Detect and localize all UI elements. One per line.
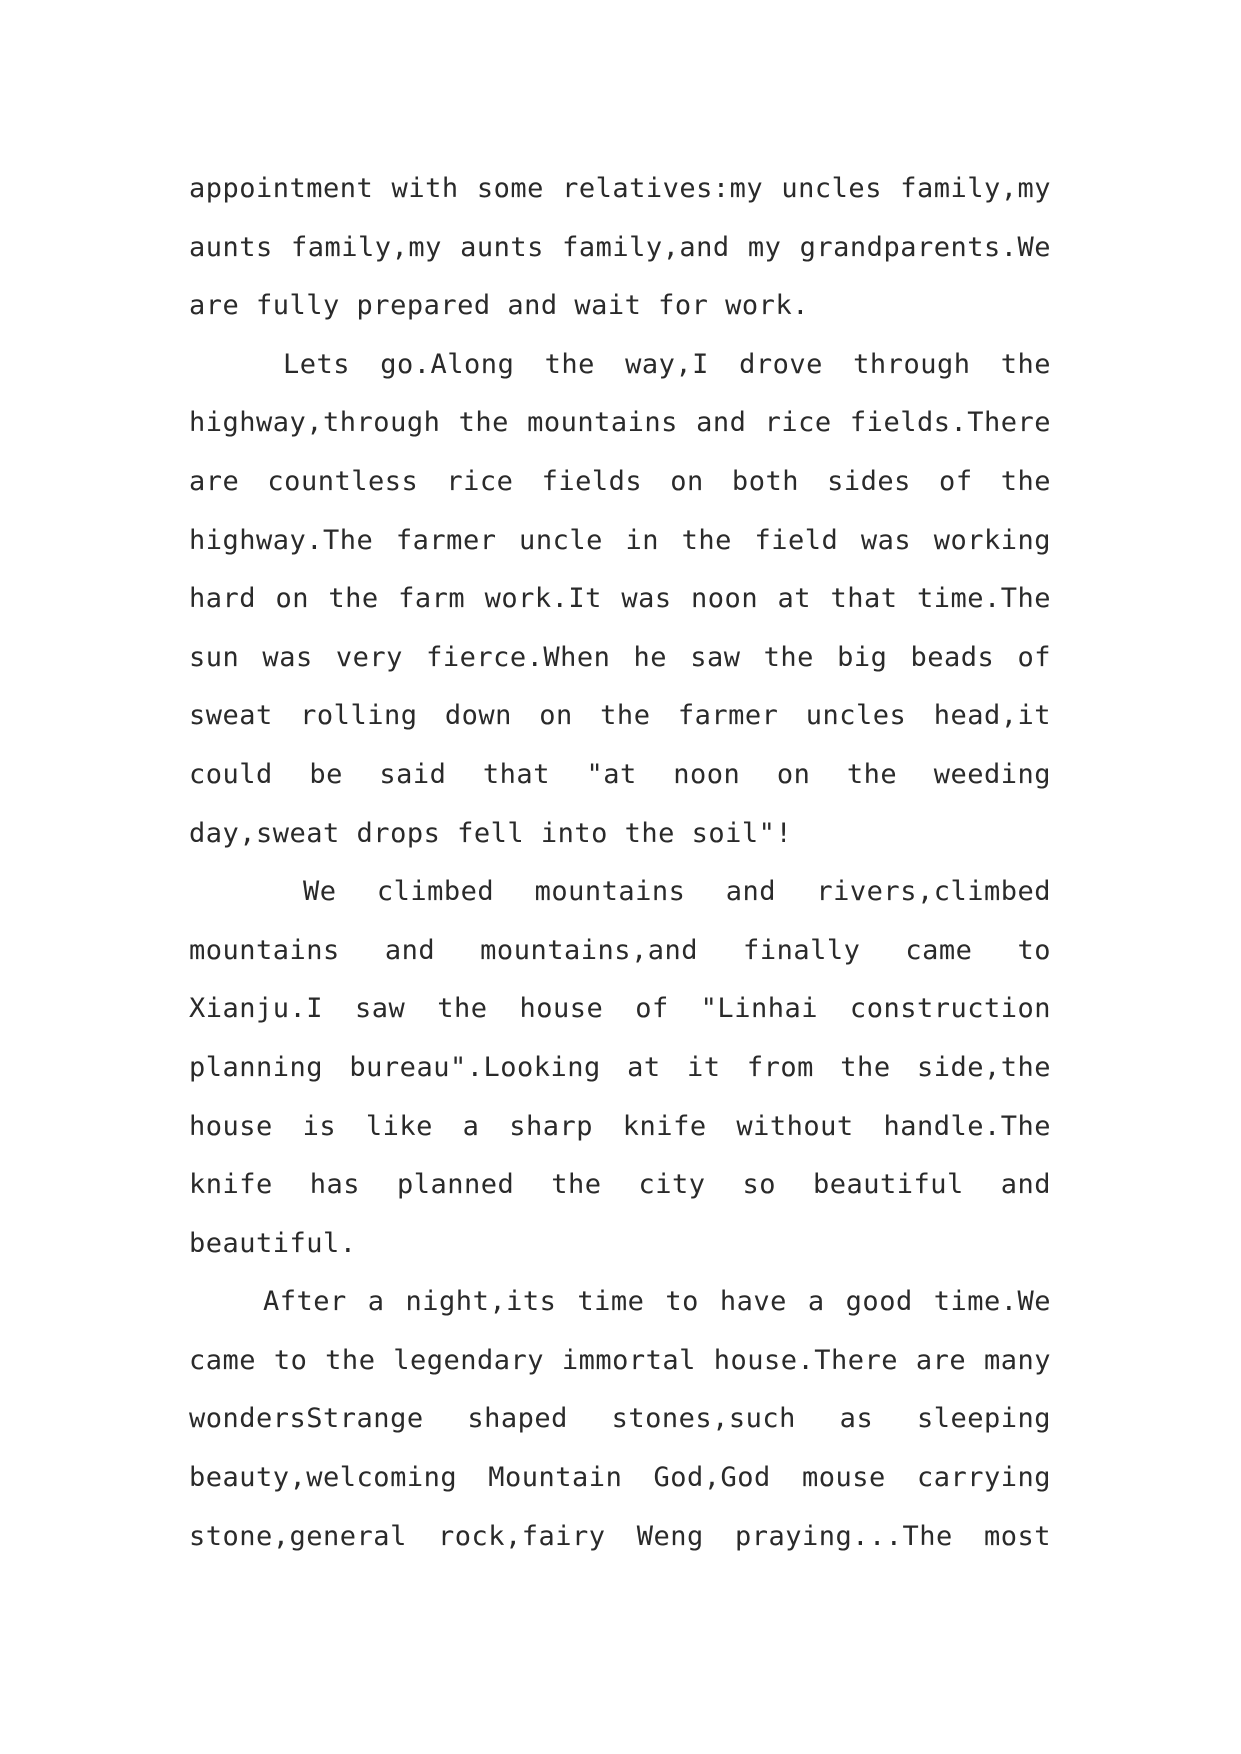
text-line: day,sweat drops fell into the soil"!	[189, 817, 793, 849]
text-line: wondersStrange shaped stones,such as sleeping	[189, 1403, 1051, 1435]
text-line: are countless rice fields on both sides of the	[189, 465, 1051, 497]
text-line: house is like a sharp knife without handle.The	[189, 1110, 1051, 1142]
text-line: aunts family,my aunts family,and my grandparents.We	[189, 231, 1051, 263]
text-line: beauty,welcoming Mountain God,God mouse carrying	[189, 1462, 1051, 1494]
text-line: beautiful.	[189, 1227, 357, 1259]
text-line: could be said that "at noon on the weeding	[189, 758, 1051, 790]
paragraph-start-line: We climbed mountains and rivers,climbed	[303, 876, 1051, 908]
text-line: appointment with some relatives:my uncles family,my	[189, 173, 1051, 204]
text-line: are fully prepared and wait for work.	[189, 290, 809, 322]
text-line: knife has planned the city so beautiful and	[189, 1169, 1051, 1201]
text-line: hard on the farm work.It was noon at that time.The	[189, 583, 1051, 615]
text-line: stone,general rock,fairy Weng praying...The most	[189, 1520, 1051, 1552]
document-body-text	[189, 160, 1051, 1566]
paragraph-start-line: After a night,its time to have a good time.We	[263, 1286, 1051, 1318]
text-line: sun was very fierce.When he saw the big beads of	[189, 641, 1051, 673]
text-line: sweat rolling down on the farmer uncles head,it	[189, 700, 1051, 732]
text-line: highway.The farmer uncle in the field was working	[189, 524, 1051, 556]
paragraph-start-line: Lets go.Along the way,I drove through the	[283, 348, 1051, 380]
text-line: Xianju.I saw the house of "Linhai construction	[189, 993, 1051, 1025]
text-line: planning bureau".Looking at it from the side,the	[189, 1051, 1051, 1083]
text-line: came to the legendary immortal house.There are many	[189, 1344, 1051, 1376]
text-line: highway,through the mountains and rice fields.There	[189, 407, 1051, 439]
text-line: mountains and mountains,and finally came to	[189, 934, 1051, 966]
